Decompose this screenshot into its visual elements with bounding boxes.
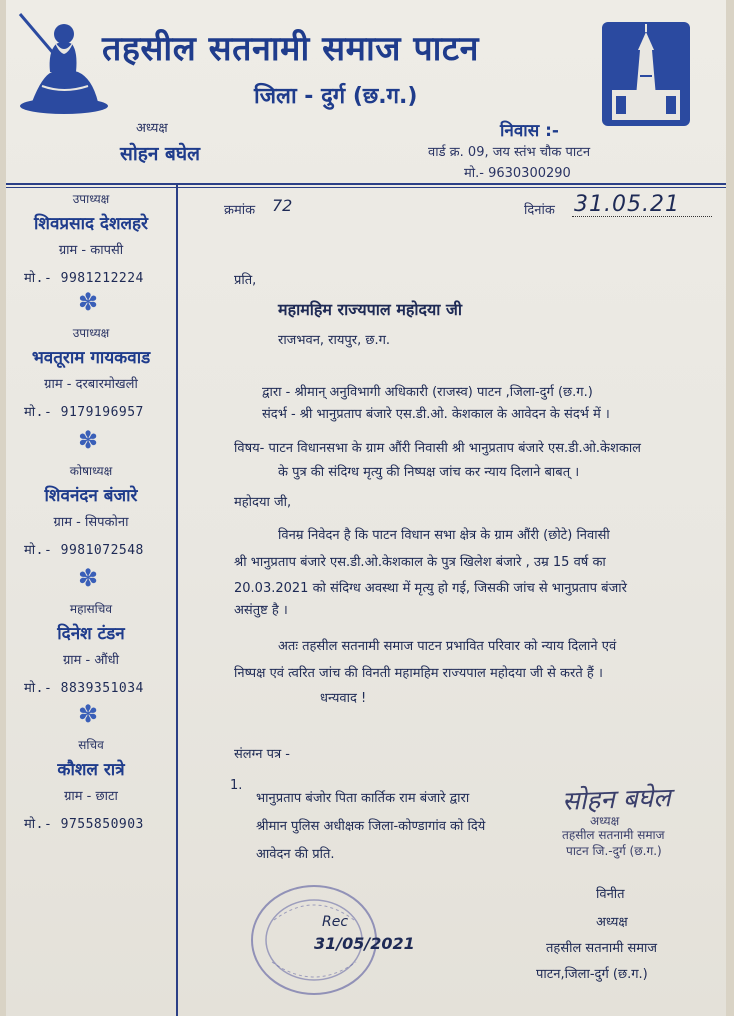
- via-line: द्वारा - श्रीमान् अनुविभागी अधिकारी (राजस्व) पाटन ,जिला-दुर्ग (छ.ग.): [262, 385, 593, 400]
- reference-number-label: क्रमांक: [224, 203, 256, 218]
- addressee-address: राजभवन, रायपुर, छ.ग.: [278, 333, 391, 348]
- member-phone: मो.- 9179196957: [24, 405, 144, 420]
- member-role: उपाध्यक्ष: [72, 326, 110, 340]
- closing-role: अध्यक्ष: [596, 915, 628, 930]
- sidebar-member: [6, 736, 176, 832]
- to-label: प्रति,: [234, 273, 257, 288]
- closing-org: तहसील सतनामी समाज: [546, 941, 658, 956]
- received-date: 31/05/2021: [314, 934, 415, 953]
- paragraph-line: अतः तहसील सतनामी समाज पाटन प्रभावित परिवार को न्याय दिलाने एवं: [278, 639, 617, 654]
- residence-label: निवास :-: [500, 121, 559, 141]
- paragraph-line: असंतुष्ट है ।: [234, 603, 288, 618]
- paragraph-line: 20.03.2021 को संदिग्ध अवस्था में मृत्यु हो गई, जिसकी जांच से भानुप्रताप बंजारे: [234, 581, 627, 596]
- sidebar-member: [6, 324, 176, 420]
- member-name: शिवनंदन बंजारे: [44, 486, 138, 506]
- letter-date: 31.05.21: [574, 192, 680, 217]
- member-name: दिनेश टंडन: [57, 624, 125, 644]
- president-label: अध्यक्ष: [136, 121, 168, 136]
- member-village: ग्राम - औंधी: [62, 653, 120, 668]
- closing-place: पाटन,जिला-दुर्ग (छ.ग.): [536, 967, 648, 982]
- paragraph-line: श्री भानुप्रताप बंजारे एस.डी.ओ.केशकाल के पुत्र खिलेश बंजारे , उम्र 15 वर्ष का: [234, 555, 606, 570]
- received-note: Rec: [322, 914, 349, 930]
- member-phone: मो.- 9981212224: [24, 271, 144, 286]
- member-village: ग्राम - सिपकोना: [53, 515, 129, 530]
- residence-phone: मो.- 9630300290: [464, 166, 571, 181]
- thanks: धन्यवाद !: [320, 691, 367, 706]
- enclosure-line: श्रीमान पुलिस अधीक्षक जिला-कोण्डागांव को दिये: [256, 819, 486, 834]
- star-ornament-icon: ✽: [78, 700, 99, 728]
- member-role: महासचिव: [69, 602, 113, 616]
- sidebar-divider: [176, 184, 178, 1016]
- member-name: शिवप्रसाद देशलहरे: [33, 214, 149, 234]
- member-name: भवतूराम गायकवाड: [31, 348, 151, 368]
- organization-district: जिला - दुर्ग (छ.ग.): [254, 84, 418, 109]
- enclosure-line: भानुप्रताप बंजोर पिता कार्तिक राम बंजारे द्वारा: [256, 791, 470, 806]
- signature-stamp-role: अध्यक्ष: [590, 814, 620, 828]
- enclosure-number: 1.: [230, 778, 243, 793]
- organization-name: तहसील सतनामी समाज पाटन: [102, 29, 479, 69]
- member-village: ग्राम - कापसी: [58, 243, 124, 258]
- member-village: ग्राम - दरबारमोखली: [44, 377, 138, 392]
- star-ornament-icon: ✽: [78, 564, 99, 592]
- member-phone: मो.- 8839351034: [24, 681, 144, 696]
- president-name: सोहन बघेल: [120, 143, 200, 165]
- date-label: दिनांक: [524, 203, 555, 218]
- signature-stamp-org: तहसील सतनामी समाज: [562, 828, 665, 842]
- saint-logo-icon: [12, 6, 110, 116]
- president-signature: सोहन बघेल: [561, 783, 672, 817]
- letter-page: [6, 0, 726, 1016]
- paragraph-line: निष्पक्ष एवं त्वरित जांच की विनती महामहिम राज्यपाल महोदया जी से करते हैं ।: [234, 666, 603, 681]
- salutation: महोदया जी,: [234, 495, 292, 510]
- star-ornament-icon: ✽: [78, 426, 99, 454]
- reference-line: संदर्भ - श्री भानुप्रताप बंजारे एस.डी.ओ. केशकाल के आवेदन के संदर्भ में ।: [262, 407, 610, 422]
- member-name: कौशल रात्रे: [57, 760, 125, 780]
- member-village: ग्राम - छाटा: [64, 789, 118, 804]
- member-phone: मो.- 9981072548: [24, 543, 144, 558]
- member-role: कोषाध्यक्ष: [69, 464, 113, 478]
- signature-stamp-place: पाटन जि.-दुर्ग (छ.ग.): [566, 844, 662, 858]
- date-underline: [572, 216, 712, 217]
- sidebar-member: [6, 600, 176, 696]
- residence-address: वार्ड क्र. 09, जय स्तंभ चौक पाटन: [428, 145, 591, 160]
- enclosure-line: आवेदन की प्रति.: [256, 847, 335, 862]
- reference-number: 72: [272, 196, 293, 215]
- sidebar-member: [6, 462, 176, 558]
- sidebar-member: [6, 190, 176, 286]
- jaistambh-logo-icon: [600, 20, 692, 128]
- member-role: उपाध्यक्ष: [72, 192, 110, 206]
- member-role: सचिव: [78, 738, 104, 752]
- star-ornament-icon: ✽: [78, 288, 99, 316]
- subject-line-2: के पुत्र की संदिग्ध मृत्यु की निष्पक्ष जांच कर न्याय दिलाने बाबत् ।: [278, 465, 580, 480]
- paragraph-line: विनम्र निवेदन है कि पाटन विधान सभा क्षेत्र के ग्राम औंरी (छोटे) निवासी: [278, 528, 610, 543]
- subject-line-1: विषय- पाटन विधानसभा के ग्राम औंरी निवासी श्री भानुप्रताप बंजारे एस.डी.ओ.केशकाल: [234, 441, 641, 456]
- enclosure-label: संलग्न पत्र -: [234, 747, 290, 762]
- header-divider: [6, 183, 726, 185]
- addressee: महामहिम राज्यपाल महोदया जी: [278, 300, 463, 319]
- header-divider-thin: [6, 187, 726, 188]
- member-phone: मो.- 9755850903: [24, 817, 144, 832]
- closing: विनीत: [596, 887, 625, 902]
